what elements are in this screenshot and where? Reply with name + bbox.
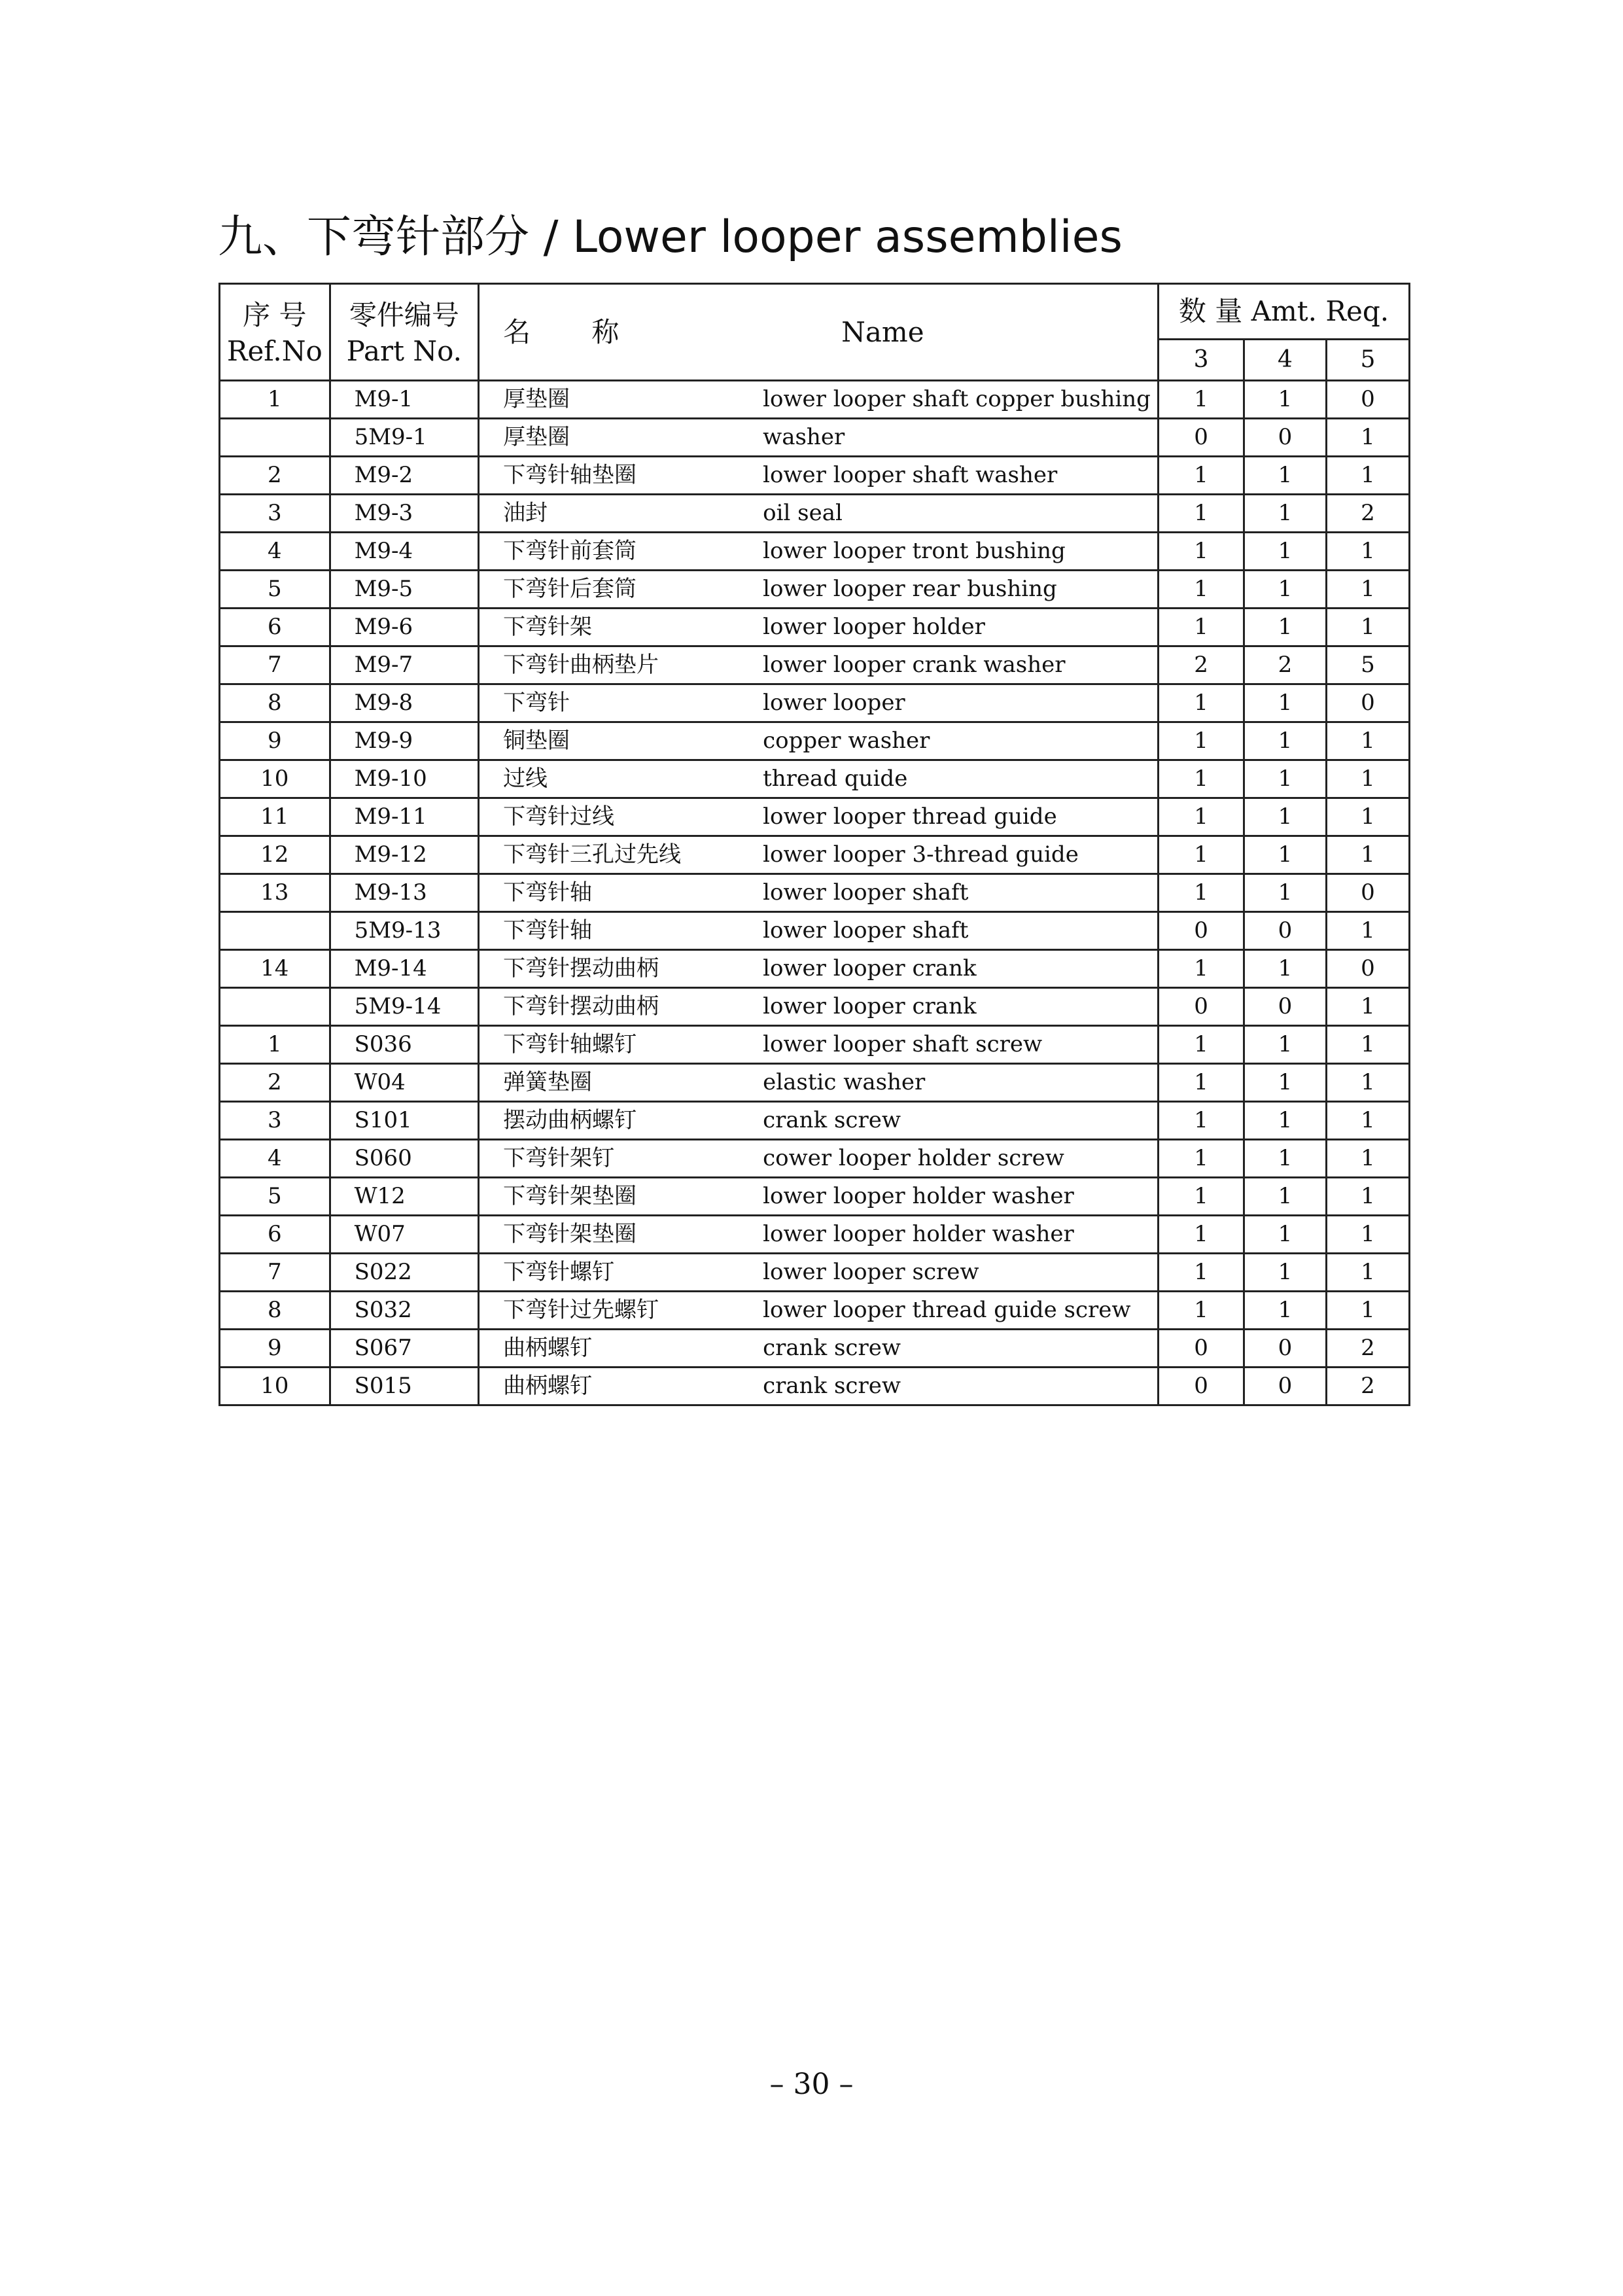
cell-name-en: washer xyxy=(758,419,1158,457)
header-amt-col-3: 3 xyxy=(1159,340,1244,381)
cell-qty-4: 1 xyxy=(1244,1102,1327,1140)
cell-name-en: lower looper rear bushing xyxy=(758,571,1158,609)
cell-name-en: crank screw xyxy=(758,1102,1158,1140)
cell-qty-5: 1 xyxy=(1326,533,1409,571)
cell-qty-3: 1 xyxy=(1159,609,1244,646)
cell-part-no: M9-3 xyxy=(330,495,478,533)
cell-qty-4: 1 xyxy=(1244,571,1327,609)
cell-qty-3: 1 xyxy=(1159,684,1244,722)
cell-part-no: 5M9-1 xyxy=(330,419,478,457)
cell-qty-4: 1 xyxy=(1244,760,1327,798)
cell-qty-3: 1 xyxy=(1159,495,1244,533)
cell-qty-4: 1 xyxy=(1244,533,1327,571)
cell-part-no: M9-2 xyxy=(330,457,478,495)
header-part-en: Part No. xyxy=(346,334,462,367)
cell-name-en: lower looper shaft washer xyxy=(758,457,1158,495)
cell-name-cn: 下弯针 xyxy=(479,684,758,722)
table-row xyxy=(220,1254,1410,1292)
cell-qty-5: 1 xyxy=(1326,912,1409,950)
cell-name-cn: 厚垫圈 xyxy=(479,419,758,457)
cell-qty-4: 1 xyxy=(1244,874,1327,912)
table-row xyxy=(220,912,1410,950)
cell-ref-no xyxy=(220,912,330,950)
cell-qty-4: 1 xyxy=(1244,1216,1327,1254)
cell-qty-5: 1 xyxy=(1326,760,1409,798)
table-row xyxy=(220,381,1410,419)
cell-qty-3: 1 xyxy=(1159,1026,1244,1064)
cell-name-cn: 过线 xyxy=(479,760,758,798)
cell-qty-4: 0 xyxy=(1244,912,1327,950)
cell-ref-no: 6 xyxy=(220,1216,330,1254)
table-header xyxy=(220,284,1410,381)
cell-ref-no: 1 xyxy=(220,1026,330,1064)
table-row xyxy=(220,798,1410,836)
cell-qty-5: 1 xyxy=(1326,457,1409,495)
cell-name-cn: 下弯针摆动曲柄 xyxy=(479,950,758,988)
cell-qty-5: 1 xyxy=(1326,798,1409,836)
cell-qty-4: 1 xyxy=(1244,495,1327,533)
cell-name-cn: 下弯针摆动曲柄 xyxy=(479,988,758,1026)
cell-qty-5: 0 xyxy=(1326,874,1409,912)
cell-name-en: lower looper crank washer xyxy=(758,646,1158,684)
cell-qty-3: 2 xyxy=(1159,646,1244,684)
cell-name-en: crank screw xyxy=(758,1368,1158,1405)
cell-part-no: M9-6 xyxy=(330,609,478,646)
cell-qty-4: 0 xyxy=(1244,1330,1327,1368)
cell-ref-no: 4 xyxy=(220,533,330,571)
table-row xyxy=(220,950,1410,988)
cell-qty-4: 1 xyxy=(1244,1140,1327,1178)
cell-name-cn: 油封 xyxy=(479,495,758,533)
cell-name-cn: 曲柄螺钉 xyxy=(479,1368,758,1405)
cell-name-cn: 下弯针架 xyxy=(479,609,758,646)
cell-qty-4: 1 xyxy=(1244,950,1327,988)
cell-qty-4: 1 xyxy=(1244,609,1327,646)
cell-name-en: cower looper holder screw xyxy=(758,1140,1158,1178)
cell-name-en: lower looper shaft screw xyxy=(758,1026,1158,1064)
cell-qty-3: 0 xyxy=(1159,1330,1244,1368)
cell-part-no: S067 xyxy=(330,1330,478,1368)
cell-qty-5: 1 xyxy=(1326,1216,1409,1254)
cell-qty-5: 1 xyxy=(1326,571,1409,609)
cell-ref-no: 8 xyxy=(220,1292,330,1330)
cell-qty-4: 0 xyxy=(1244,1368,1327,1405)
cell-part-no: M9-1 xyxy=(330,381,478,419)
cell-ref-no: 11 xyxy=(220,798,330,836)
cell-part-no: S022 xyxy=(330,1254,478,1292)
cell-qty-3: 1 xyxy=(1159,1178,1244,1216)
cell-qty-5: 1 xyxy=(1326,1254,1409,1292)
cell-qty-5: 5 xyxy=(1326,646,1409,684)
cell-name-en: lower looper screw xyxy=(758,1254,1158,1292)
cell-part-no: M9-4 xyxy=(330,533,478,571)
cell-part-no: S036 xyxy=(330,1026,478,1064)
cell-name-cn: 下弯针后套筒 xyxy=(479,571,758,609)
cell-qty-5: 0 xyxy=(1326,381,1409,419)
cell-part-no: M9-5 xyxy=(330,571,478,609)
cell-qty-5: 0 xyxy=(1326,684,1409,722)
cell-qty-5: 1 xyxy=(1326,1178,1409,1216)
page-title: 九、下弯针部分 / Lower looper assemblies xyxy=(218,211,1123,263)
table-row xyxy=(220,1140,1410,1178)
cell-ref-no xyxy=(220,988,330,1026)
cell-name-cn: 下弯针螺钉 xyxy=(479,1254,758,1292)
cell-qty-3: 1 xyxy=(1159,950,1244,988)
cell-name-en: lower looper crank xyxy=(758,950,1158,988)
cell-qty-4: 1 xyxy=(1244,1254,1327,1292)
cell-ref-no: 2 xyxy=(220,1064,330,1102)
table-row xyxy=(220,874,1410,912)
cell-qty-3: 1 xyxy=(1159,1292,1244,1330)
cell-part-no: W04 xyxy=(330,1064,478,1102)
cell-ref-no: 12 xyxy=(220,836,330,874)
cell-name-cn: 弹簧垫圈 xyxy=(479,1064,758,1102)
cell-qty-4: 0 xyxy=(1244,988,1327,1026)
cell-qty-3: 1 xyxy=(1159,836,1244,874)
cell-name-cn: 下弯针架垫圈 xyxy=(479,1178,758,1216)
cell-qty-3: 0 xyxy=(1159,1368,1244,1405)
table-row xyxy=(220,836,1410,874)
header-ref-cn: 序 号 xyxy=(243,298,307,331)
cell-ref-no: 8 xyxy=(220,684,330,722)
table-row xyxy=(220,533,1410,571)
cell-part-no: M9-10 xyxy=(330,760,478,798)
cell-qty-3: 1 xyxy=(1159,381,1244,419)
table-row xyxy=(220,1102,1410,1140)
table-row xyxy=(220,571,1410,609)
cell-qty-4: 1 xyxy=(1244,836,1327,874)
cell-name-en: elastic washer xyxy=(758,1064,1158,1102)
cell-part-no: W07 xyxy=(330,1216,478,1254)
cell-name-en: thread quide xyxy=(758,760,1158,798)
cell-qty-5: 1 xyxy=(1326,722,1409,760)
cell-name-en: oil seal xyxy=(758,495,1158,533)
cell-part-no: S032 xyxy=(330,1292,478,1330)
table-row xyxy=(220,1064,1410,1102)
cell-ref-no: 3 xyxy=(220,495,330,533)
cell-ref-no: 5 xyxy=(220,1178,330,1216)
table-row xyxy=(220,1292,1410,1330)
table-row xyxy=(220,1026,1410,1064)
cell-name-en: lower looper shaft copper bushing xyxy=(758,381,1158,419)
cell-name-cn: 下弯针轴螺钉 xyxy=(479,1026,758,1064)
header-amt-col-4: 4 xyxy=(1244,340,1327,381)
table-body xyxy=(220,381,1410,1405)
cell-part-no: S015 xyxy=(330,1368,478,1405)
cell-qty-3: 1 xyxy=(1159,798,1244,836)
cell-qty-5: 1 xyxy=(1326,1292,1409,1330)
cell-qty-4: 1 xyxy=(1244,798,1327,836)
header-name-cn: 名 称 xyxy=(479,284,758,381)
header-amount: 数 量 Amt. Req. xyxy=(1159,284,1410,340)
cell-qty-4: 2 xyxy=(1244,646,1327,684)
table-row xyxy=(220,646,1410,684)
cell-ref-no: 1 xyxy=(220,381,330,419)
header-ref-en: Ref.No xyxy=(226,334,323,367)
cell-ref-no: 2 xyxy=(220,457,330,495)
table-row xyxy=(220,1330,1410,1368)
cell-qty-5: 1 xyxy=(1326,1026,1409,1064)
cell-qty-5: 1 xyxy=(1326,836,1409,874)
cell-name-en: crank screw xyxy=(758,1330,1158,1368)
cell-ref-no: 4 xyxy=(220,1140,330,1178)
cell-qty-3: 1 xyxy=(1159,760,1244,798)
cell-part-no: W12 xyxy=(330,1178,478,1216)
cell-name-cn: 摆动曲柄螺钉 xyxy=(479,1102,758,1140)
cell-qty-5: 2 xyxy=(1326,1368,1409,1405)
cell-qty-4: 1 xyxy=(1244,722,1327,760)
cell-qty-5: 0 xyxy=(1326,950,1409,988)
cell-part-no: M9-13 xyxy=(330,874,478,912)
cell-qty-3: 1 xyxy=(1159,533,1244,571)
cell-part-no: S060 xyxy=(330,1140,478,1178)
cell-qty-5: 2 xyxy=(1326,1330,1409,1368)
cell-qty-4: 1 xyxy=(1244,1064,1327,1102)
cell-part-no: M9-8 xyxy=(330,684,478,722)
table-row xyxy=(220,760,1410,798)
cell-part-no: 5M9-14 xyxy=(330,988,478,1026)
table-row xyxy=(220,722,1410,760)
cell-qty-4: 1 xyxy=(1244,1292,1327,1330)
cell-part-no: M9-12 xyxy=(330,836,478,874)
cell-name-cn: 下弯针过先螺钉 xyxy=(479,1292,758,1330)
header-amt-col-5: 5 xyxy=(1326,340,1409,381)
cell-name-cn: 厚垫圈 xyxy=(479,381,758,419)
cell-qty-4: 1 xyxy=(1244,381,1327,419)
cell-name-cn: 下弯针架钉 xyxy=(479,1140,758,1178)
header-part-cn: 零件编号 xyxy=(349,298,459,331)
cell-name-cn: 下弯针曲柄垫片 xyxy=(479,646,758,684)
table-row xyxy=(220,419,1410,457)
cell-name-en: lower looper holder washer xyxy=(758,1178,1158,1216)
cell-qty-4: 1 xyxy=(1244,1178,1327,1216)
cell-qty-4: 1 xyxy=(1244,1026,1327,1064)
cell-part-no: M9-9 xyxy=(330,722,478,760)
table-row xyxy=(220,988,1410,1026)
cell-qty-5: 1 xyxy=(1326,1140,1409,1178)
cell-name-en: lower looper shaft xyxy=(758,912,1158,950)
cell-qty-4: 1 xyxy=(1244,684,1327,722)
cell-name-cn: 铜垫圈 xyxy=(479,722,758,760)
cell-name-cn: 曲柄螺钉 xyxy=(479,1330,758,1368)
cell-qty-5: 1 xyxy=(1326,1064,1409,1102)
cell-qty-3: 1 xyxy=(1159,1102,1244,1140)
cell-name-cn: 下弯针三孔过先线 xyxy=(479,836,758,874)
cell-qty-3: 1 xyxy=(1159,457,1244,495)
cell-qty-3: 1 xyxy=(1159,1140,1244,1178)
cell-qty-3: 1 xyxy=(1159,722,1244,760)
header-ref-no xyxy=(220,284,330,381)
cell-part-no: 5M9-13 xyxy=(330,912,478,950)
cell-name-cn: 下弯针过线 xyxy=(479,798,758,836)
cell-ref-no: 13 xyxy=(220,874,330,912)
cell-qty-5: 1 xyxy=(1326,419,1409,457)
cell-name-en: lower looper thread guide xyxy=(758,798,1158,836)
cell-qty-3: 0 xyxy=(1159,419,1244,457)
cell-qty-5: 1 xyxy=(1326,988,1409,1026)
cell-ref-no: 9 xyxy=(220,1330,330,1368)
cell-ref-no: 7 xyxy=(220,646,330,684)
parts-table xyxy=(218,283,1410,1406)
cell-qty-5: 2 xyxy=(1326,495,1409,533)
cell-qty-3: 1 xyxy=(1159,1064,1244,1102)
cell-name-en: lower looper tront bushing xyxy=(758,533,1158,571)
cell-name-en: lower looper crank xyxy=(758,988,1158,1026)
cell-name-en: lower looper thread guide screw xyxy=(758,1292,1158,1330)
cell-ref-no: 3 xyxy=(220,1102,330,1140)
cell-qty-4: 0 xyxy=(1244,419,1327,457)
cell-ref-no: 9 xyxy=(220,722,330,760)
cell-qty-3: 0 xyxy=(1159,988,1244,1026)
cell-name-cn: 下弯针前套筒 xyxy=(479,533,758,571)
table-row xyxy=(220,684,1410,722)
cell-qty-3: 0 xyxy=(1159,912,1244,950)
table-row xyxy=(220,1368,1410,1405)
cell-name-cn: 下弯针轴垫圈 xyxy=(479,457,758,495)
cell-name-en: lower looper holder xyxy=(758,609,1158,646)
cell-qty-3: 1 xyxy=(1159,571,1244,609)
cell-name-cn: 下弯针架垫圈 xyxy=(479,1216,758,1254)
page-number: – 30 – xyxy=(769,2068,854,2101)
cell-name-en: lower looper xyxy=(758,684,1158,722)
table-row xyxy=(220,1178,1410,1216)
table-row xyxy=(220,609,1410,646)
cell-part-no: M9-14 xyxy=(330,950,478,988)
cell-ref-no: 10 xyxy=(220,1368,330,1405)
cell-ref-no: 6 xyxy=(220,609,330,646)
cell-name-cn: 下弯针轴 xyxy=(479,874,758,912)
cell-qty-5: 1 xyxy=(1326,1102,1409,1140)
table-row xyxy=(220,1216,1410,1254)
cell-name-cn: 下弯针轴 xyxy=(479,912,758,950)
cell-qty-3: 1 xyxy=(1159,1254,1244,1292)
cell-qty-4: 1 xyxy=(1244,457,1327,495)
cell-name-en: lower looper 3-thread guide xyxy=(758,836,1158,874)
cell-part-no: M9-11 xyxy=(330,798,478,836)
cell-qty-3: 1 xyxy=(1159,874,1244,912)
cell-ref-no: 5 xyxy=(220,571,330,609)
header-part-no xyxy=(330,284,478,381)
cell-ref-no: 7 xyxy=(220,1254,330,1292)
cell-name-en: lower looper holder washer xyxy=(758,1216,1158,1254)
cell-name-en: copper washer xyxy=(758,722,1158,760)
cell-qty-5: 1 xyxy=(1326,609,1409,646)
cell-ref-no: 10 xyxy=(220,760,330,798)
table-row xyxy=(220,457,1410,495)
header-name-en: Name xyxy=(758,284,1158,381)
cell-part-no: S101 xyxy=(330,1102,478,1140)
cell-part-no: M9-7 xyxy=(330,646,478,684)
cell-name-en: lower looper shaft xyxy=(758,874,1158,912)
cell-ref-no: 14 xyxy=(220,950,330,988)
cell-ref-no xyxy=(220,419,330,457)
table-row xyxy=(220,495,1410,533)
cell-qty-3: 1 xyxy=(1159,1216,1244,1254)
